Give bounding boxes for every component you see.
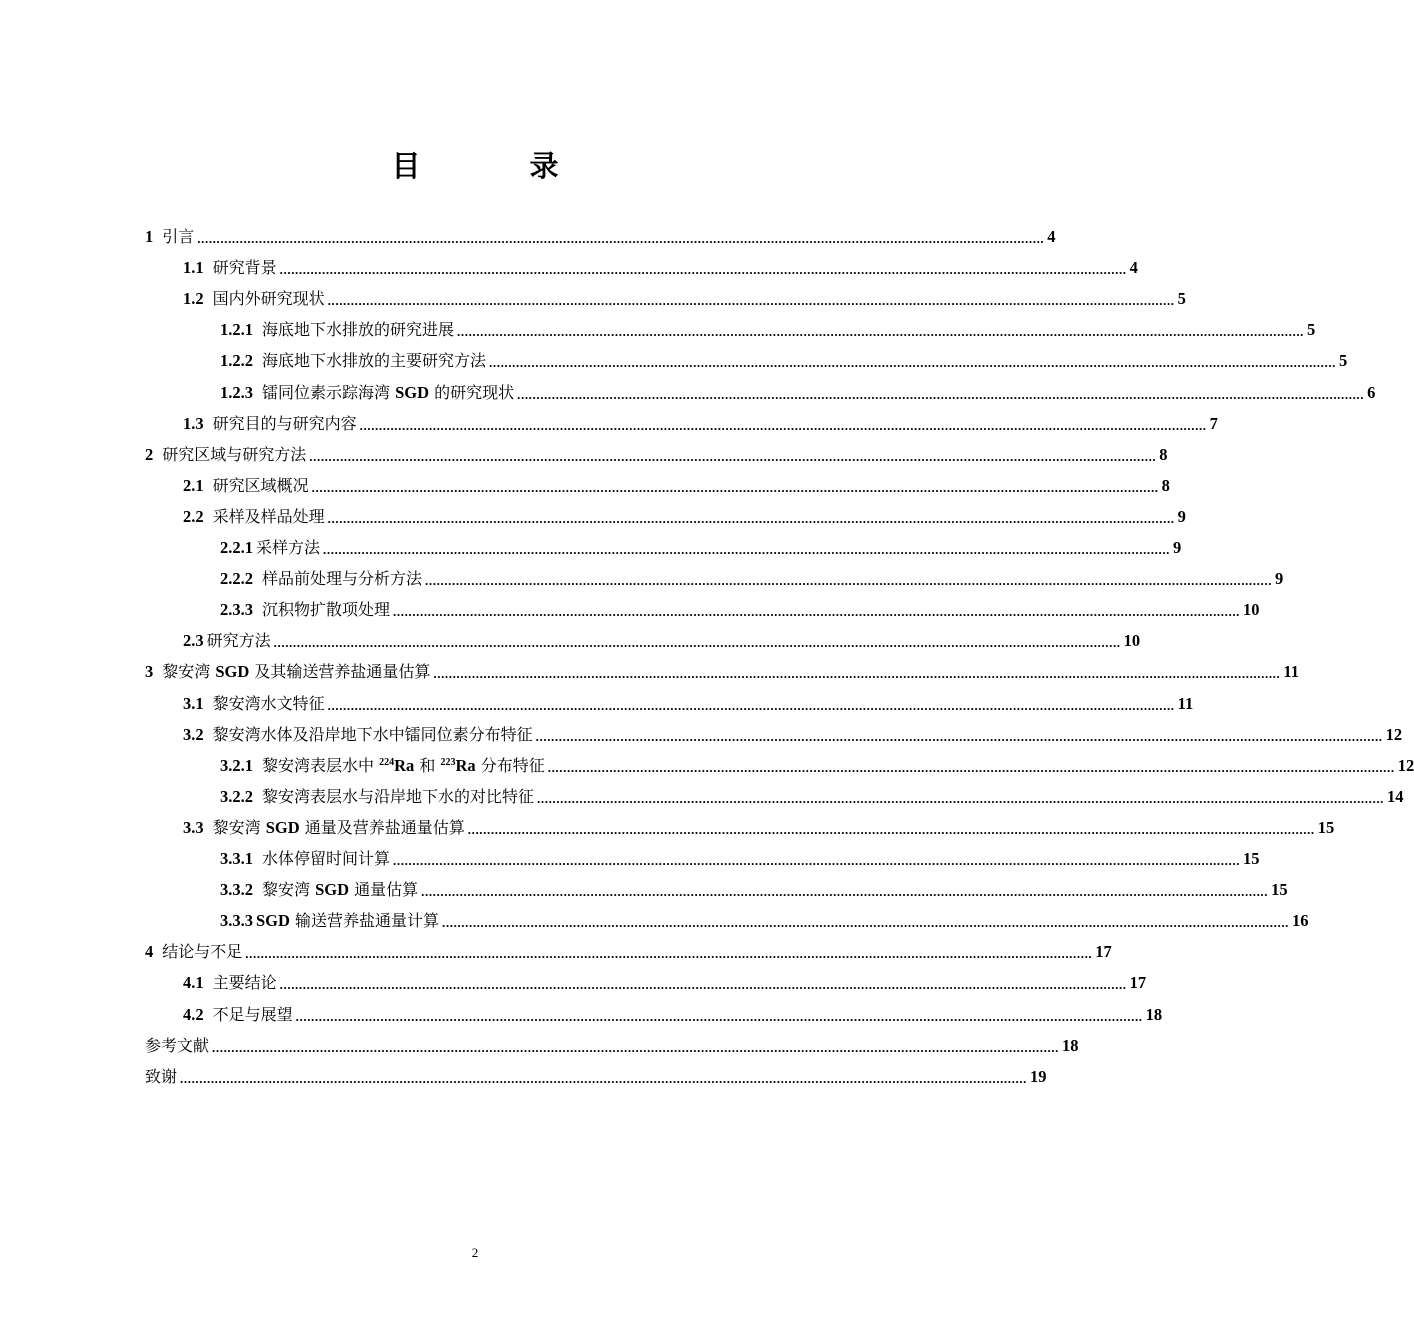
toc-entry-title: 研究目的与研究内容	[212, 413, 357, 433]
toc-entry-page: 8	[1159, 444, 1168, 464]
toc-entry[interactable]	[220, 843, 1260, 874]
toc-entry-number: 3	[145, 662, 154, 682]
toc-entry-title: 水体停留时间计算	[262, 849, 391, 868]
toc-dot-leader: ............................................................................................................................................................................................................................	[517, 386, 1365, 402]
toc-entry-title: 黎安湾 SGD 通量及营养盐通量估算	[212, 817, 465, 837]
toc-entry[interactable]	[220, 563, 1284, 594]
toc-entry-page: 15	[1317, 817, 1335, 837]
toc-entry-title: 主要结论	[212, 973, 277, 993]
toc-dot-leader: ............................................................................................................................................................................................................................	[537, 790, 1385, 806]
toc-entry[interactable]	[220, 874, 1288, 905]
toc-dot-leader: ............................................................................................................................................................................................................................	[393, 853, 1241, 868]
toc-dot-leader: ............................................................................................................................................................................................................................	[547, 759, 1395, 775]
toc-dot-leader: ............................................................................................................................................................................................................................	[421, 884, 1269, 900]
toc-dot-leader: ............................................................................................................................................................................................................................	[535, 728, 1383, 744]
toc-entry-number: 3.2.2	[220, 786, 253, 806]
toc-entry[interactable]	[145, 1061, 1047, 1092]
toc-dot-leader: ............................................................................................................................................................................................................................	[197, 231, 1045, 246]
toc-entry-page: 5	[1307, 320, 1316, 340]
toc-entry-number: 2	[145, 444, 154, 464]
toc-entry-number: 1.2.2	[220, 351, 253, 371]
toc-entry[interactable]	[145, 221, 1056, 252]
toc-dot-leader: ............................................................................................................................................................................................................................	[489, 355, 1337, 371]
toc-entry[interactable]	[183, 408, 1218, 439]
toc-entry-page: 12	[1385, 724, 1403, 744]
toc-entry-page: 17	[1095, 942, 1112, 962]
toc-dot-leader: ............................................................................................................................................................................................................................	[279, 262, 1127, 278]
toc-dot-leader: ............................................................................................................................................................................................................................	[393, 604, 1241, 620]
toc-entry-title: 结论与不足	[162, 942, 243, 962]
toc-entry-title: 参考文献	[145, 1035, 210, 1055]
toc-entry-page: 18	[1062, 1035, 1079, 1055]
toc-entry-title: 研究区域概况	[212, 475, 309, 495]
toc-entry-page: 16	[1292, 911, 1309, 931]
toc-entry-title: SGD 输送营养盐通量计算	[256, 911, 440, 931]
toc-dot-leader: ............................................................................................................................................................................................................................	[311, 479, 1159, 495]
toc-entry-title: 研究区域与研究方法	[162, 444, 307, 464]
toc-entry-title: 引言	[162, 227, 195, 246]
toc-entry-title: 黎安湾表层水与沿岸地下水的对比特征	[262, 786, 535, 806]
toc-dot-leader: ............................................................................................................................................................................................................................	[433, 666, 1281, 682]
toc-entry[interactable]	[183, 252, 1138, 283]
toc-entry-number: 2.3.3	[220, 600, 253, 620]
toc-entry-page: 8	[1161, 475, 1170, 495]
toc-entry-page: 10	[1123, 631, 1141, 651]
toc-entry-page: 9	[1173, 538, 1182, 557]
toc-entry-title: 研究背景	[212, 258, 277, 278]
toc-entry[interactable]	[220, 781, 1404, 812]
toc-dot-leader: ............................................................................................................................................................................................................................	[309, 448, 1157, 464]
toc-entry-number: 3.3.2	[220, 880, 253, 900]
toc-entry-title: 黎安湾水文特征	[212, 693, 325, 713]
toc-entry[interactable]	[220, 905, 1309, 936]
toc-entry-page: 9	[1275, 569, 1284, 589]
toc-dot-leader: ............................................................................................................................................................................................................................	[425, 573, 1273, 589]
toc-entry-page: 6	[1367, 382, 1376, 402]
toc-entry-page: 5	[1177, 289, 1186, 309]
toc-entry-title: 黎安湾水体及沿岸地下水中镭同位素分布特征	[212, 724, 533, 744]
toc-entry-title: 沉积物扩散项处理	[262, 600, 391, 620]
toc-entry-title: 样品前处理与分析方法	[262, 569, 423, 589]
toc-entry-number: 2.1	[183, 475, 204, 495]
toc-entry-title: 研究方法	[206, 631, 271, 651]
toc-entry-page: 5	[1339, 351, 1348, 371]
toc-entry[interactable]	[220, 345, 1348, 376]
toc-entry-number: 3.3	[183, 817, 204, 837]
toc-dot-leader: ............................................................................................................................................................................................................................	[180, 1070, 1028, 1086]
toc-entry-number: 1.2.1	[220, 320, 253, 340]
toc-entry-page: 10	[1243, 600, 1260, 620]
toc-entry[interactable]	[220, 377, 1376, 408]
toc-entry-number: 1.2.3	[220, 382, 253, 402]
toc-entry-page: 4	[1047, 227, 1056, 246]
toc-entry-title: 不足与展望	[212, 1004, 293, 1024]
toc-entry[interactable]	[220, 594, 1260, 625]
toc-entry-title: 海底地下水排放的主要研究方法	[262, 351, 487, 371]
toc-dot-leader: ............................................................................................................................................................................................................................	[273, 635, 1121, 651]
toc-entry[interactable]	[145, 656, 1299, 687]
toc-entry-number: 3.2	[183, 724, 204, 744]
toc-entry-number: 1.3	[183, 413, 204, 433]
toc-entry[interactable]	[183, 283, 1186, 314]
toc-entry[interactable]	[183, 719, 1403, 750]
toc-entry-title: 黎安湾 SGD 及其输送营养盐通量估算	[162, 662, 431, 682]
toc-entry-title: 采样方法	[256, 538, 321, 557]
toc-entry-page: 15	[1243, 849, 1260, 868]
toc-entry-number: 2.3	[183, 631, 204, 651]
toc-entry-number: 2.2.2	[220, 569, 253, 589]
toc-entry-page: 12	[1397, 755, 1414, 775]
toc-dot-leader: ............................................................................................................................................................................................................................	[327, 293, 1175, 309]
toc-entry[interactable]	[183, 625, 1141, 656]
toc-dot-leader: ............................................................................................................................................................................................................................	[323, 542, 1171, 557]
toc-dot-leader: ............................................................................................................................................................................................................................	[279, 977, 1127, 993]
toc-entry-page: 11	[1177, 693, 1194, 713]
toc-entry-number: 2.2.1	[220, 538, 253, 557]
toc-entry[interactable]	[183, 501, 1186, 532]
toc-entry[interactable]	[183, 999, 1163, 1030]
toc-entry[interactable]	[220, 314, 1316, 345]
toc-entry-number: 1.1	[183, 258, 204, 278]
toc-dot-leader: ............................................................................................................................................................................................................................	[327, 697, 1175, 713]
toc-entry-title: 黎安湾 SGD 通量估算	[262, 880, 419, 900]
toc-entry-number: 1.2	[183, 289, 204, 309]
toc-entry-number: 2.2	[183, 506, 204, 526]
toc-entry-page: 15	[1271, 880, 1288, 900]
toc-entry-number: 4.1	[183, 973, 204, 993]
toc-entry-title: 采样及样品处理	[212, 506, 325, 526]
toc-entry-number: 3.3.3	[220, 911, 253, 931]
toc-entry-number: 3.3.1	[220, 849, 253, 868]
toc-dot-leader: ............................................................................................................................................................................................................................	[467, 821, 1315, 837]
page-title: 目 录	[391, 149, 599, 183]
toc-entry[interactable]	[183, 688, 1194, 719]
toc-entry-number: 3.1	[183, 693, 204, 713]
toc-entry[interactable]	[183, 812, 1335, 843]
toc-dot-leader: ............................................................................................................................................................................................................................	[212, 1039, 1060, 1055]
toc-entry[interactable]	[183, 967, 1147, 998]
toc-dot-leader: ............................................................................................................................................................................................................................	[457, 324, 1305, 340]
toc-entry-title: 致谢	[145, 1066, 178, 1086]
toc-entry[interactable]	[220, 532, 1182, 563]
toc-dot-leader: ............................................................................................................................................................................................................................	[359, 417, 1207, 433]
toc-entry-number: 1	[145, 227, 154, 246]
toc-dot-leader: ............................................................................................................................................................................................................................	[245, 946, 1093, 962]
toc-entry[interactable]	[220, 750, 1414, 781]
toc-entry-page: 18	[1145, 1004, 1163, 1024]
toc-dot-leader: ............................................................................................................................................................................................................................	[442, 915, 1290, 931]
toc-dot-leader: ............................................................................................................................................................................................................................	[327, 510, 1175, 526]
toc-entry[interactable]	[145, 936, 1112, 967]
toc-entry-number: 3.2.1	[220, 755, 253, 775]
toc-entry-number: 4	[145, 942, 154, 962]
toc-entry-title: 黎安湾表层水中 $^{224}$Ra 和 $^{223}$Ra 分布特征	[262, 755, 545, 775]
toc-entry-page: 19	[1030, 1066, 1047, 1086]
toc-entry[interactable]	[183, 470, 1170, 501]
toc-entry-page: 7	[1209, 413, 1218, 433]
toc-entry[interactable]	[145, 439, 1168, 470]
toc-entry[interactable]	[145, 1030, 1079, 1061]
toc-entry-page: 17	[1129, 973, 1147, 993]
toc-entry-title: 海底地下水排放的研究进展	[262, 320, 455, 340]
toc-entry-page: 9	[1177, 506, 1186, 526]
toc-entry-page: 14	[1387, 786, 1404, 806]
toc-entry-page: 4	[1129, 258, 1138, 278]
toc-dot-leader: ............................................................................................................................................................................................................................	[295, 1008, 1143, 1024]
toc-entry-page: 11	[1283, 662, 1299, 682]
toc-entry-number: 4.2	[183, 1004, 204, 1024]
toc-entry-title: 国内外研究现状	[212, 289, 325, 309]
page-number: 2	[471, 1245, 479, 1260]
toc-entry-title: 镭同位素示踪海湾 SGD 的研究现状	[262, 382, 515, 402]
